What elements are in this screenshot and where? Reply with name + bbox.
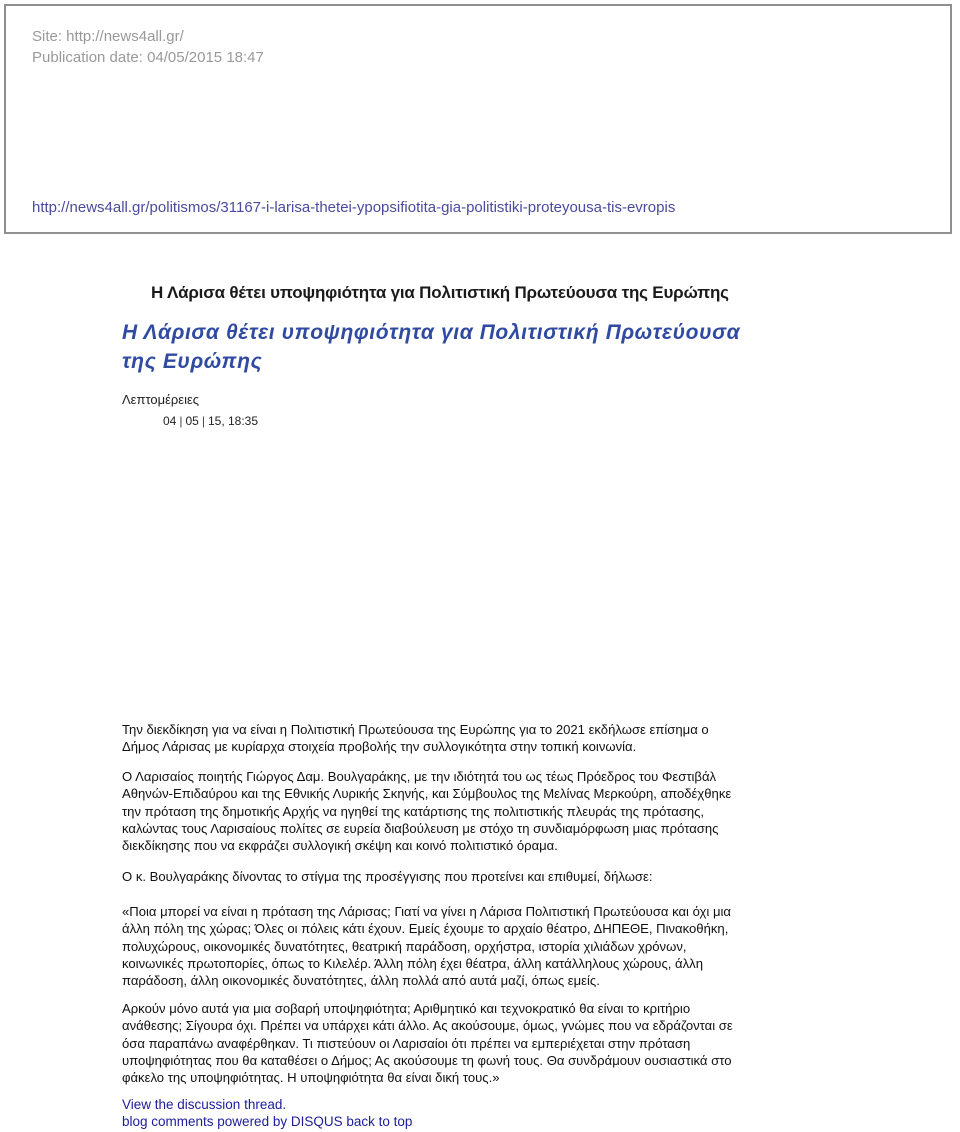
disqus-link[interactable]: blog comments powered by DISQUS back to top	[122, 1114, 413, 1129]
article-title-line-1: Η Λάρισα θέτει υποψηφιότητα για Πολιτιστική Πρωτεύουσα	[122, 321, 741, 344]
date-month: 05	[185, 414, 199, 428]
paragraph-line: διεκδίκησης που να εκφράζει συλλογική σκέψη και κοινό πολιτιστικό όραμα.	[122, 838, 558, 854]
date-time: , 18:35	[221, 414, 259, 428]
paragraph-line: Την διεκδίκηση για να είναι η Πολιτιστική Πρωτεύουσα της Ευρώπης για το 2021 εκδήλωσε επίσημα ο	[122, 722, 709, 737]
paragraph-line: Ο κ. Βουλγαράκης δίνοντας το στίγμα της προσέγγισης που προτείνει και επιθυμεί, δήλωσε:	[122, 869, 653, 884]
paragraph-2	[122, 768, 840, 854]
details-label: Λεπτομέρειες	[122, 392, 200, 407]
paragraph-line: όσα παραπάνω αναφέρθηκαν. Τι πιστεύουν οι Λαρισαίοι ότι πρέπει να εμπεριέχεται στην πρόταση	[122, 1035, 691, 1051]
paragraph-4-quote	[122, 903, 840, 989]
paragraph-5	[122, 1000, 840, 1086]
site-label: Site: http://news4all.gr/	[32, 28, 184, 45]
paragraph-line: «Ποια μπορεί να είναι η πρόταση της Λάρισας; Γιατί να γίνει η Λάρισα Πολιτιστική Πρωτεύουσα και όχι μια	[122, 904, 731, 919]
date-day: 04	[163, 414, 177, 428]
paragraph-line: Αρκούν μόνο αυτά για μια σοβαρή υποψηφιότητα; Αριθμητικό και τεχνοκρατικό θα είναι το κριτήριο	[122, 1001, 691, 1016]
paragraph-line: κοινωνικές πρωτοπορίες, όπως το Κιλελέρ. Άλλη πόλη έχει θέατρα, άλλη κατάλληλους χώρους, άλλη	[122, 955, 704, 971]
paragraph-line: πολυχώρους, οικονομικές δυνατότητες, θεατρική παράδοση, ορχήστρα, ιστορία χιλιάδων χρόνων,	[122, 938, 687, 954]
paragraph-line: υποψηφιότητας που θα καταθέσει ο Δήμος; Ας ακούσουμε τη φωνή τους. Θα συνδράμουν ουσιαστικά στο	[122, 1052, 732, 1068]
paragraph-3	[122, 868, 840, 885]
source-url-link[interactable]: http://news4all.gr/politismos/31167-i-larisa-thetei-ypopsifiotita-gia-politistiki-proteyousa-tis-evropis	[32, 199, 676, 216]
article-title	[122, 318, 842, 376]
paragraph-line: Δήμος Λάρισας με κυρίαρχα στοιχεία προβολής την συλλογικότητα στην τοπική κοινωνία.	[122, 739, 637, 755]
paragraph-line: παράδοση, άλλη οικονομικές δυνατότητες, άλλη πολλά από αυτά μαζί, όπως εμείς.	[122, 973, 600, 989]
paragraph-1	[122, 721, 840, 756]
paragraph-line: καλώντας τους Λαρισαίους πολίτες σε ευρεία διαβούλευση με στόχο τη συνδιαμόρφωση μιας πρότασης	[122, 820, 719, 836]
paragraph-line: άλλη πόλη της χώρας; Όλες οι πόλεις κάτι έχουν. Εμείς έχουμε το αρχαίο θέατρο, ΔΗΠΕΘΕ, Πινακοθήκη,	[122, 921, 729, 937]
paragraph-line: Αθηνών-Επιδαύρου και της Εθνικής Λυρικής Σκηνής, και Σύμβουλος της Μελίνας Μερκούρη, αποδέχθηκε	[122, 786, 732, 802]
paragraph-line: ανάθεσης; Σίγουρα όχι. Πρέπει να υπάρχει κάτι άλλο. Ας ακούσουμε, όμως, γνώμες που να εδράζονται σε	[122, 1018, 733, 1034]
discussion-thread-link[interactable]: View the discussion thread.	[122, 1097, 287, 1112]
article-date: 04 | 05 | 15, 18:35	[163, 414, 259, 428]
publication-date: Publication date: 04/05/2015 18:47	[32, 49, 264, 66]
paragraph-line: φάκελο της υποψηφιότητας. Η υποψηφιότητα θα είναι δική τους.»	[122, 1070, 500, 1086]
article-title-small: Η Λάρισα θέτει υποψηφιότητα για Πολιτιστική Πρωτεύουσα της Ευρώπης	[151, 283, 729, 302]
article-title-line-2: της Ευρώπης	[122, 350, 263, 373]
date-year: 15	[207, 414, 222, 428]
paragraph-line: Ο Λαρισαίος ποιητής Γιώργος Δαμ. Βουλγαράκης, με την ιδιότητά του ως τέως Πρόεδρος του Φεστιβάλ	[122, 769, 717, 784]
paragraph-line: την πρόταση της δημοτικής Αρχής να ηγηθεί της κατάρτισης της πολιτιστικής πλευράς της πρότασης,	[122, 803, 705, 819]
